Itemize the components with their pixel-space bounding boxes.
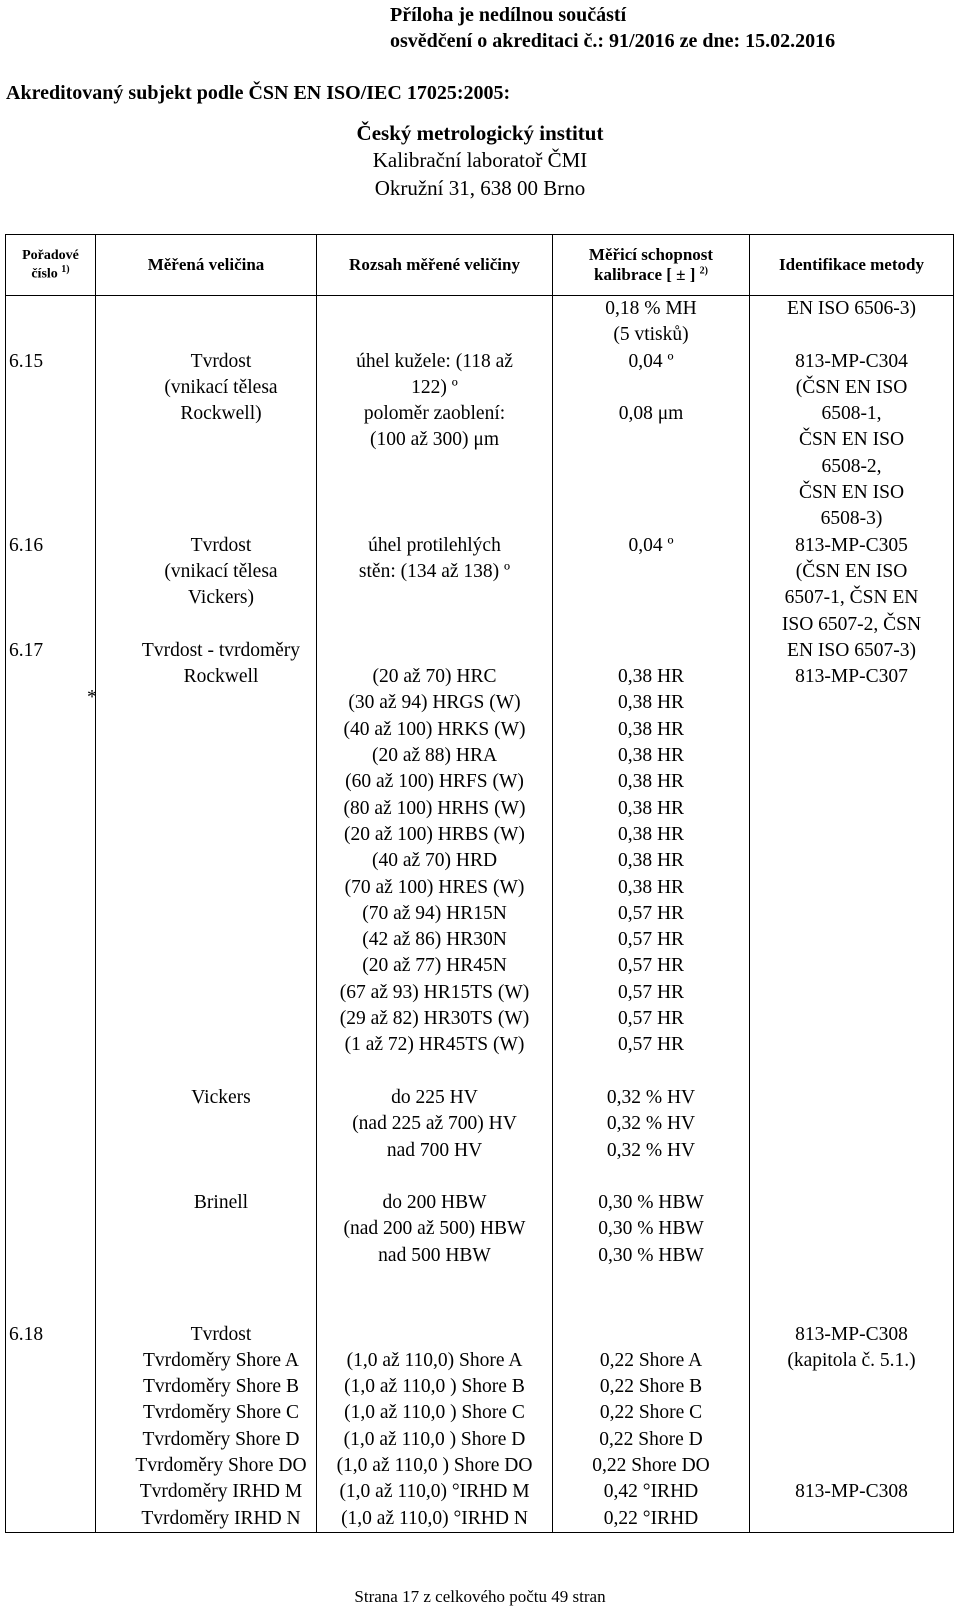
capability-line: 0,38 HR <box>617 718 685 740</box>
range-line <box>317 454 552 480</box>
method-line: 813-MP-C305 <box>795 534 908 556</box>
capability-line <box>553 638 749 664</box>
range-line: (67 až 93) HR15TS (W) <box>339 981 530 1003</box>
number-line <box>9 848 95 874</box>
method-line: 6508-1, <box>821 403 882 425</box>
quantity-line <box>126 506 316 532</box>
quantity-line <box>126 743 316 769</box>
number-line <box>9 717 95 743</box>
number-line <box>9 822 95 848</box>
number-line: 6.17 <box>9 639 44 661</box>
number-line <box>9 1032 95 1058</box>
range-line: (60 až 100) HRFS (W) <box>345 771 524 793</box>
col-header-number <box>6 235 96 296</box>
method-line <box>750 690 953 716</box>
quantity-line <box>126 901 316 927</box>
capability-line: 0,38 HR <box>617 797 685 819</box>
quantity-line <box>126 980 316 1006</box>
accredited-subject: Akreditovaný subjekt podle ČSN EN ISO/IEC 17025:2005: <box>6 82 511 104</box>
range-line <box>317 480 552 506</box>
method-line <box>750 980 953 1006</box>
number-line: 6.15 <box>9 350 44 372</box>
col-number-label: Pořadové <box>22 247 79 263</box>
method-line <box>750 1374 953 1400</box>
table-header-row <box>6 235 954 296</box>
range-line <box>317 585 552 611</box>
range-line: (20 až 77) HR45N <box>362 955 507 977</box>
asterisk-mark: * <box>87 686 97 708</box>
method-line <box>750 1427 953 1453</box>
capability-line: 0,22 Shore C <box>599 1402 703 1424</box>
quantity-line: Vickers) <box>188 587 254 609</box>
range-line <box>317 1059 552 1085</box>
annex-line-1: Příloha je nedílnou součástí <box>390 4 627 26</box>
capability-line <box>553 1164 749 1190</box>
method-line: 813-MP-C308 <box>795 1323 908 1345</box>
number-line <box>9 1427 95 1453</box>
range-line: (1 až 72) HR45TS (W) <box>344 1034 525 1056</box>
quantity-line: Tvrdoměry Shore A <box>143 1349 299 1371</box>
quantity-line <box>126 953 316 979</box>
capability-line <box>553 454 749 480</box>
method-line <box>750 848 953 874</box>
range-line: do 225 HV <box>391 1086 478 1108</box>
quantity-line <box>126 1006 316 1032</box>
quantity-line: (vnikací tělesa <box>164 560 278 582</box>
range-line <box>317 612 552 638</box>
quantity-line <box>126 796 316 822</box>
col-header-method: Identifikace metody <box>750 235 954 296</box>
quantity-line <box>126 1059 316 1085</box>
quantity-line <box>126 848 316 874</box>
number-line <box>9 1111 95 1137</box>
method-line <box>750 1111 953 1137</box>
range-line: úhel kužele: (118 až <box>356 350 513 372</box>
number-line <box>9 953 95 979</box>
range-line: (20 až 70) HRC <box>372 666 497 688</box>
number-line <box>9 585 95 611</box>
number-line <box>9 1216 95 1242</box>
capability-line: 0,08 μm <box>618 403 684 425</box>
range-line: (1,0 až 110,0 ) Shore C <box>344 1402 525 1424</box>
range-line: (1,0 až 110,0) °IRHD N <box>341 1507 528 1529</box>
method-line <box>750 1295 953 1321</box>
capability-line <box>553 1059 749 1085</box>
range-line: (100 až 300) μm <box>369 429 500 451</box>
number-line <box>9 1374 95 1400</box>
quantity-line <box>126 296 316 322</box>
capability-line: 0,30 % HBW <box>598 1244 704 1266</box>
number-line <box>9 559 95 585</box>
capability-line <box>553 1322 749 1348</box>
capability-line: (5 vtisků) <box>613 324 689 346</box>
capability-line: 0,38 HR <box>617 666 685 688</box>
capability-line <box>553 1269 749 1295</box>
quantity-line: Tvrdoměry Shore C <box>143 1402 299 1424</box>
quantity-line <box>126 875 316 901</box>
quantity-line <box>126 1269 316 1295</box>
range-line: stěn: (134 až 138) º <box>358 560 511 582</box>
number-line <box>9 1348 95 1374</box>
capability-line: 0,38 HR <box>617 745 685 767</box>
quantity-line: Brinell <box>193 1192 249 1214</box>
col-number-label-2: číslo <box>31 266 58 282</box>
range-line <box>317 1295 552 1321</box>
quantity-line: Tvrdost <box>190 350 252 372</box>
quantity-line: Tvrdoměry Shore B <box>143 1376 299 1398</box>
method-line <box>750 875 953 901</box>
range-line <box>317 638 552 664</box>
quantity-line: Tvrdost - tvrdoměry <box>141 639 301 661</box>
range-line: (70 až 100) HRES (W) <box>344 876 525 898</box>
quantity-line <box>126 690 316 716</box>
capability-line: 0,22 °IRHD <box>603 1507 699 1529</box>
range-line <box>317 296 552 322</box>
number-line <box>9 980 95 1006</box>
quantity-line: Tvrdoměry Shore D <box>142 1428 300 1450</box>
number-line <box>9 1506 95 1532</box>
col-capability-label: Měřicí schopnost <box>588 245 714 264</box>
method-line <box>750 1032 953 1058</box>
quantity-line: Tvrdoměry Shore DO <box>135 1455 307 1477</box>
quantity-line <box>126 1111 316 1137</box>
method-line: 813-MP-C308 <box>795 1481 908 1503</box>
number-line <box>9 1243 95 1269</box>
range-line: (1,0 až 110,0 ) Shore DO <box>336 1455 533 1477</box>
range-line: poloměr zaoblení: <box>363 403 506 425</box>
number-line <box>9 375 95 401</box>
method-line: ČSN EN ISO <box>798 482 905 504</box>
range-line: (70 až 94) HR15N <box>362 902 507 924</box>
capability-line: 0,32 % HV <box>606 1113 696 1135</box>
number-line <box>9 1164 95 1190</box>
column-method <box>750 296 953 1532</box>
range-line: (30 až 94) HRGS (W) <box>348 692 521 714</box>
number-line <box>9 901 95 927</box>
method-line: EN ISO 6507-3) <box>787 639 916 661</box>
method-line: (ČSN EN ISO <box>795 376 908 398</box>
method-line: (kapitola č. 5.1.) <box>787 1349 916 1371</box>
capability-line: 0,22 Shore DO <box>592 1455 710 1477</box>
capability-line: 0,57 HR <box>617 902 685 924</box>
capability-line: 0,22 Shore B <box>599 1376 703 1398</box>
capability-line: 0,04 º <box>628 350 674 372</box>
method-line: ISO 6507-2, ČSN <box>781 613 922 635</box>
method-line <box>750 322 953 348</box>
method-line <box>750 1138 953 1164</box>
footnote-1: 1) <box>61 263 70 275</box>
range-line: (nad 200 až 500) HBW <box>343 1218 526 1240</box>
range-line <box>317 322 552 348</box>
quantity-line <box>126 822 316 848</box>
range-line: (20 až 100) HRBS (W) <box>344 823 525 845</box>
capability-line: 0,38 HR <box>617 850 685 872</box>
number-line <box>9 480 95 506</box>
method-line: 6507-1, ČSN EN <box>784 587 919 609</box>
col-capability-label-2: kalibrace [ ± ] <box>594 265 696 284</box>
number-line <box>9 743 95 769</box>
quantity-line <box>126 427 316 453</box>
method-line: (ČSN EN ISO <box>795 560 908 582</box>
capability-line <box>553 506 749 532</box>
method-line <box>750 927 953 953</box>
page-footer: Strana 17 z celkového počtu 49 stran <box>354 1587 606 1606</box>
lab-address: Okružní 31, 638 00 Brno <box>374 176 586 200</box>
institute-name: Český metrologický institut <box>356 121 604 145</box>
method-line <box>750 1190 953 1216</box>
number-line: 6.16 <box>9 534 44 556</box>
capability-line: 0,32 % HV <box>606 1086 696 1108</box>
number-line <box>9 427 95 453</box>
range-line: (1,0 až 110,0) Shore A <box>346 1349 523 1371</box>
number-line <box>9 796 95 822</box>
col-header-range: Rozsah měřené veličiny <box>317 235 553 296</box>
method-line <box>750 1243 953 1269</box>
number-line <box>9 769 95 795</box>
range-line: do 200 HBW <box>382 1192 487 1214</box>
method-line <box>750 1453 953 1479</box>
method-line: ČSN EN ISO <box>798 429 905 451</box>
number-line <box>9 1453 95 1479</box>
number-line <box>9 322 95 348</box>
capability-line: 0,57 HR <box>617 1034 685 1056</box>
method-line <box>750 822 953 848</box>
range-line: (80 až 100) HRHS (W) <box>343 797 526 819</box>
number-line <box>9 1400 95 1426</box>
capability-line <box>553 585 749 611</box>
number-line <box>9 1085 95 1111</box>
col-header-capability <box>553 235 750 296</box>
capability-line <box>553 375 749 401</box>
method-line <box>750 901 953 927</box>
quantity-line: Tvrdoměry IRHD N <box>141 1507 301 1529</box>
number-line <box>9 1059 95 1085</box>
capability-line: 0,38 HR <box>617 692 685 714</box>
quantity-line: Tvrdost <box>190 534 252 556</box>
annex-line-2: osvědčení o akreditaci č.: 91/2016 ze dne: 15.02.2016 <box>390 30 836 52</box>
quantity-line <box>126 1243 316 1269</box>
number-line: 6.18 <box>9 1323 44 1345</box>
column-number <box>6 296 95 1532</box>
capability-line: 0,38 HR <box>617 876 685 898</box>
quantity-line <box>126 1295 316 1321</box>
quantity-line <box>126 927 316 953</box>
capability-line <box>553 612 749 638</box>
capability-line: 0,57 HR <box>617 1008 685 1030</box>
range-line: (29 až 82) HR30TS (W) <box>339 1008 530 1030</box>
method-line <box>750 1164 953 1190</box>
range-line <box>317 1269 552 1295</box>
quantity-line <box>126 769 316 795</box>
method-line <box>750 1400 953 1426</box>
col-header-quantity: Měřená veličina <box>96 235 317 296</box>
quantity-line: Tvrdoměry IRHD M <box>139 1481 303 1503</box>
footnote-2: 2) <box>699 265 708 277</box>
range-line: nad 500 HBW <box>378 1244 491 1266</box>
accreditation-table <box>5 234 954 1533</box>
range-line <box>317 1164 552 1190</box>
quantity-line: Rockwell) <box>180 403 262 425</box>
capability-line: 0,32 % HV <box>606 1139 696 1161</box>
number-line <box>9 401 95 427</box>
quantity-line: Rockwell <box>183 666 259 688</box>
number-line <box>9 690 95 716</box>
quantity-line <box>126 612 316 638</box>
table-body-row <box>6 296 954 1533</box>
quantity-line: (vnikací tělesa <box>164 376 278 398</box>
number-line <box>9 1479 95 1505</box>
method-line: 6508-2, <box>821 455 882 477</box>
quantity-line <box>126 717 316 743</box>
range-line: 122) º <box>411 376 458 398</box>
number-line <box>9 927 95 953</box>
number-line <box>9 1295 95 1321</box>
method-line <box>750 1006 953 1032</box>
capability-line: 0,22 Shore D <box>599 1428 703 1450</box>
method-line <box>750 769 953 795</box>
quantity-line <box>126 454 316 480</box>
method-line <box>750 953 953 979</box>
capability-line: 0,04 º <box>628 534 674 556</box>
range-line: (40 až 70) HRD <box>371 850 498 872</box>
capability-line: 0,57 HR <box>617 981 685 1003</box>
number-line <box>9 664 95 690</box>
quantity-line <box>126 322 316 348</box>
number-line <box>9 875 95 901</box>
method-line <box>750 743 953 769</box>
number-line <box>9 1006 95 1032</box>
method-line: 6508-3) <box>820 508 883 530</box>
number-line <box>9 506 95 532</box>
capability-line: 0,57 HR <box>617 955 685 977</box>
column-capability <box>553 296 749 1532</box>
quantity-line <box>126 1216 316 1242</box>
quantity-line <box>126 480 316 506</box>
range-line: (20 až 88) HRA <box>371 745 498 767</box>
lab-name: Kalibrační laboratoř ČMI <box>372 148 588 172</box>
quantity-line: Vickers <box>191 1086 251 1108</box>
range-line: nad 700 HV <box>386 1139 483 1161</box>
capability-line: 0,57 HR <box>617 929 685 951</box>
range-line <box>317 506 552 532</box>
range-line: (1,0 až 110,0 ) Shore B <box>344 1376 525 1398</box>
capability-line <box>553 1295 749 1321</box>
capability-line <box>553 559 749 585</box>
range-line: (42 až 86) HR30N <box>362 929 507 951</box>
quantity-line <box>126 1138 316 1164</box>
annex-note <box>390 2 835 54</box>
capability-line: 0,42 °IRHD <box>603 1481 699 1503</box>
capability-line: 0,38 HR <box>617 771 685 793</box>
capability-line: 0,18 % MH <box>605 298 697 319</box>
capability-line: 0,22 Shore A <box>599 1349 703 1371</box>
capability-line <box>553 480 749 506</box>
method-line: EN ISO 6506-3) <box>787 298 916 319</box>
method-line: 813-MP-C304 <box>795 350 908 372</box>
capability-line: 0,30 % HBW <box>598 1218 704 1240</box>
method-line: 813-MP-C307 <box>795 666 908 688</box>
column-range <box>317 296 552 1532</box>
quantity-line: Tvrdost <box>190 1323 252 1345</box>
number-line <box>9 296 95 322</box>
range-line: (40 až 100) HRKS (W) <box>343 718 526 740</box>
capability-line <box>553 427 749 453</box>
number-line <box>9 612 95 638</box>
capability-line: 0,38 HR <box>617 823 685 845</box>
method-line <box>750 1269 953 1295</box>
number-line <box>9 1190 95 1216</box>
capability-line: 0,30 % HBW <box>598 1192 704 1214</box>
range-line: (nad 225 až 700) HV <box>352 1113 517 1135</box>
number-line <box>9 454 95 480</box>
method-line <box>750 1506 953 1532</box>
quantity-line <box>126 1032 316 1058</box>
quantity-line <box>126 1164 316 1190</box>
range-line: úhel protilehlých <box>368 534 501 556</box>
method-line <box>750 796 953 822</box>
method-line <box>750 717 953 743</box>
number-line <box>9 1138 95 1164</box>
method-line <box>750 1216 953 1242</box>
range-line <box>317 1322 552 1348</box>
method-line <box>750 1085 953 1111</box>
number-line <box>9 1269 95 1295</box>
range-line: (1,0 až 110,0) °IRHD M <box>339 1481 530 1503</box>
method-line <box>750 1059 953 1085</box>
range-line: (1,0 až 110,0 ) Shore D <box>343 1428 526 1450</box>
column-quantity <box>96 296 316 1532</box>
